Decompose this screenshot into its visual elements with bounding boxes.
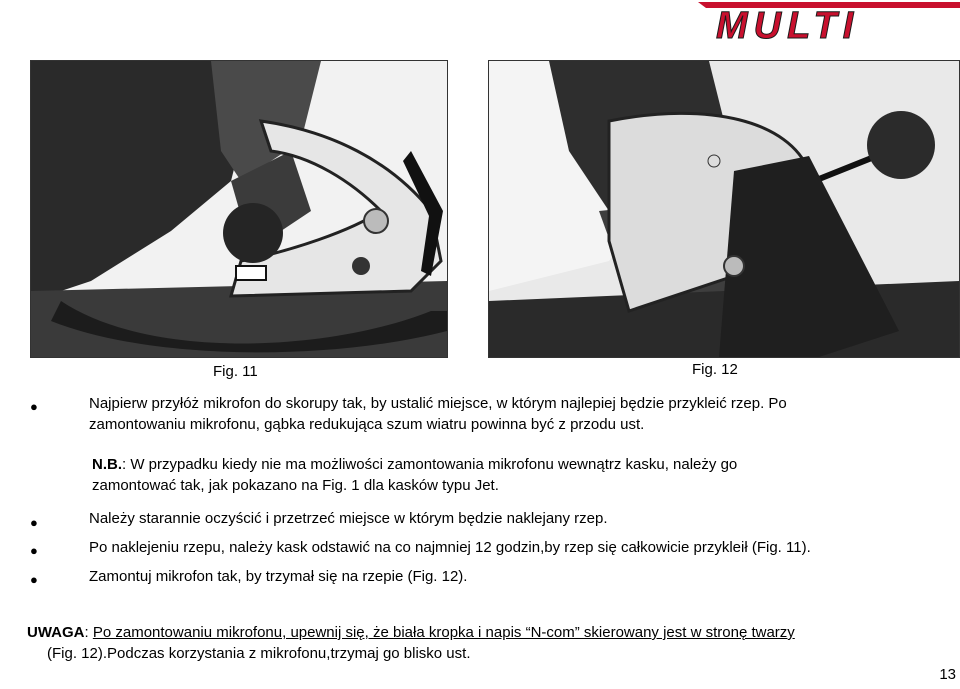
warning-label: UWAGA	[27, 624, 85, 641]
fig11-photo	[30, 60, 448, 358]
bullet-dot: ●	[30, 515, 38, 530]
warning-underlined: Po zamontowaniu mikrofonu, upewnij się, że biała kropka i napis “N-com” skierowany jest w stronę twarzy	[92, 624, 795, 641]
nb-line2: zamontować tak, jak pokazano na Fig. 1 dla kasków typu Jet.	[92, 477, 499, 494]
bullet-dot: ●	[30, 572, 38, 587]
multi-logo	[698, 0, 960, 44]
bullet-1	[89, 393, 959, 435]
bullet-dot: ●	[30, 399, 38, 414]
bullet-2: Należy starannie oczyścić i przetrzeć miejsce w którym będzie naklejany rzep.	[89, 510, 608, 527]
bullet-1-line2: zamontowaniu mikrofonu, gąbka redukująca szum wiatru powinna być z przodu ust.	[89, 416, 645, 433]
warning-note	[27, 622, 957, 664]
fig12-photo	[488, 60, 960, 358]
nb-line1: : W przypadku kiedy nie ma możliwości zamontowania mikrofonu wewnątrz kasku, należy go	[122, 456, 738, 473]
nb-note	[92, 454, 958, 496]
fig12-caption: Fig. 12	[692, 361, 738, 378]
page-number: 13	[939, 666, 956, 683]
warning-sep: :	[84, 624, 93, 641]
nb-label: N.B.	[92, 456, 122, 473]
warning-line2: (Fig. 12).Podczas korzystania z mikrofonu,trzymaj go blisko ust.	[47, 645, 471, 662]
bullet-3: Po naklejeniu rzepu, należy kask odstawić na co najmniej 12 godzin,by rzep się całkowicie przykleił (Fig. 11).	[89, 539, 811, 556]
svg-text:MULTI: MULTI	[716, 5, 860, 44]
fig11-caption: Fig. 11	[213, 363, 258, 380]
bullet-4: Zamontuj mikrofon tak, by trzymał się na rzepie (Fig. 12).	[89, 568, 468, 585]
bullet-1-line1: Najpierw przyłóż mikrofon do skorupy tak, by ustalić miejsce, w którym najlepiej będzie przykleić rzep. Po	[89, 395, 787, 412]
bullet-dot: ●	[30, 543, 38, 558]
